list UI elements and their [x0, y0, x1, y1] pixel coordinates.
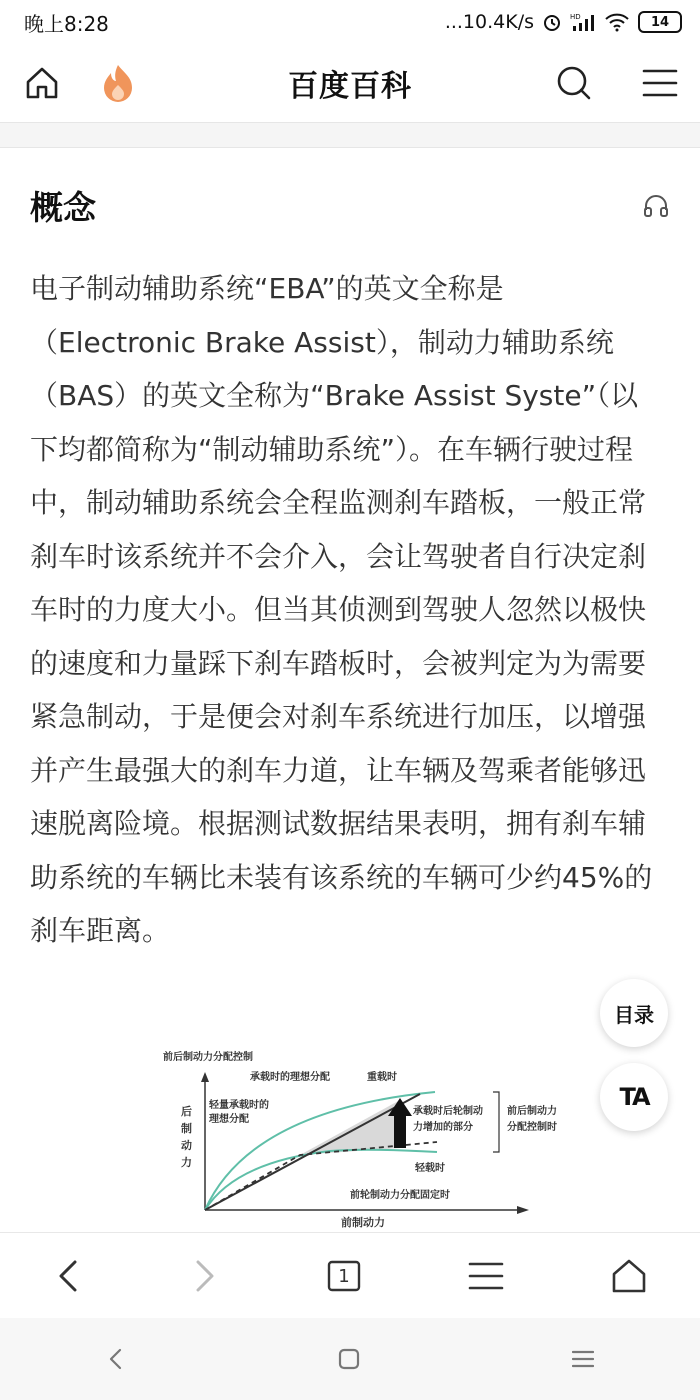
figure-label-light-ideal-2: 理想分配: [209, 1114, 249, 1125]
status-indicators: [445, 11, 682, 33]
browser-menu-icon[interactable]: [468, 1261, 504, 1291]
search-icon[interactable]: [554, 63, 594, 103]
toc-label: 目录: [614, 1002, 654, 1027]
figure-y-label-2: 制: [181, 1122, 192, 1135]
section-divider: [0, 122, 700, 148]
figure-label-increase-2: 力增加的部分: [413, 1122, 473, 1133]
figure-label-heavy: 重载时: [367, 1072, 397, 1083]
system-home-icon[interactable]: [338, 1348, 360, 1370]
figure-label-increase-1: 承载时后轮制动: [413, 1106, 483, 1117]
app-header: [0, 44, 700, 122]
figure-y-label-3: 动: [181, 1139, 192, 1152]
status-bar: [0, 0, 700, 44]
figure-y-label-4: 力: [181, 1156, 192, 1169]
battery-indicator: 14: [638, 11, 682, 33]
font-size-button[interactable]: [600, 1063, 668, 1131]
home-icon[interactable]: [22, 63, 62, 103]
system-recents-icon[interactable]: [572, 1349, 594, 1369]
headphones-icon[interactable]: [642, 192, 670, 220]
figure-x-label: 前制动力: [341, 1216, 385, 1229]
font-size-label: TA: [619, 1083, 649, 1111]
signal-icon: [570, 12, 596, 32]
hot-fire-icon[interactable]: [98, 61, 138, 105]
app-title: 百度百科: [288, 69, 412, 104]
status-time: 晚上8:28: [24, 11, 109, 36]
brake-distribution-figure: [155, 1040, 595, 1235]
signal-hd-label: HD: [570, 13, 581, 21]
figure-bracket: [493, 1092, 499, 1152]
toc-button[interactable]: [600, 979, 668, 1047]
wifi-icon: [604, 12, 630, 32]
system-nav-bar: [0, 1318, 700, 1400]
section-title: 概念: [30, 188, 96, 227]
article-body: 电子制动辅助系统“EBA”的英文全称是（Electronic Brake Assist），制动力辅助系统（BAS）的英文全称为“Brake Assist Syste”（以下均都简称为“制动辅助系统”）。在车辆行驶过程中，制动辅助系统会全程监测刹车踏板，一般正常刹车时该系统并不会介入，会让驾驶者自行决定刹车时的力度大小。但当其侦测到驾驶人忽然以极快的速度和力量踩下刹车踏板时，会被判定为为需要紧急制动，于是便会对刹车系统进行加压，以增强并产生最强大的刹车力道，让车辆及驾乘者能够迅速脱离险境。根据测试数据结果表明，拥有刹车辅助系统的车辆比未装有该系统的车辆可少约45%的刹车距离。: [30, 272, 653, 947]
tabs-button[interactable]: [326, 1259, 362, 1293]
section-header: [30, 182, 670, 229]
forward-icon[interactable]: [190, 1258, 220, 1294]
figure-x-arrow: [517, 1206, 529, 1214]
figure-label-fixed: 前轮制动力分配固定时: [350, 1190, 450, 1201]
back-icon[interactable]: [53, 1258, 83, 1294]
figure-y-arrow: [201, 1072, 209, 1082]
figure-label-control-1: 前后制动力: [507, 1106, 557, 1117]
figure-label-heavy-ideal: 承载时的理想分配: [250, 1072, 330, 1083]
figure-label-light: 轻载时: [415, 1163, 445, 1174]
menu-icon[interactable]: [642, 66, 678, 100]
browser-home-icon[interactable]: [611, 1258, 647, 1294]
network-speed: ...10.4K/s: [444, 11, 534, 33]
system-back-icon[interactable]: [106, 1347, 126, 1371]
browser-toolbar: [0, 1232, 700, 1319]
figure-shaded-area: [300, 1100, 400, 1155]
figure-label-control-2: 分配控制时: [507, 1122, 557, 1133]
figure-title: 前后制动力分配控制: [163, 1052, 253, 1063]
tabs-count: 1: [338, 1265, 350, 1287]
figure-label-light-ideal-1: 轻量承载时的: [209, 1100, 269, 1111]
alarm-icon: [542, 12, 562, 32]
figure-y-label-1: 后: [181, 1105, 192, 1118]
